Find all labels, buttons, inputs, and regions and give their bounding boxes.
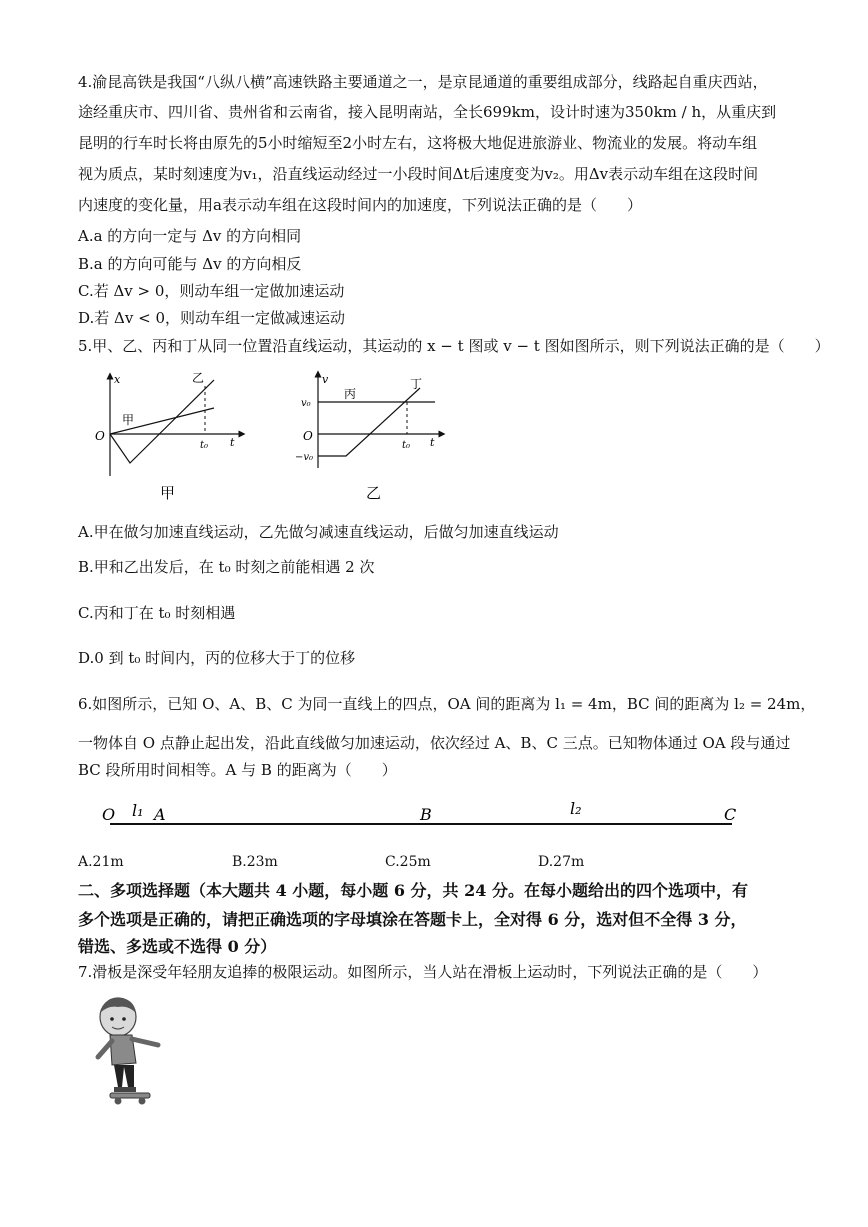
xt-origin: O xyxy=(95,429,105,443)
section2-line-3: 错选、多选或不选得 0 分） xyxy=(78,937,277,956)
vt-neg-v0-label: −v₀ xyxy=(295,452,314,463)
q5-option-d: D.0 到 t₀ 时间内，丙的位移大于丁的位移 xyxy=(78,649,356,667)
q4-line-1: 4.渝昆高铁是我国“八纵八横”高速铁路主要通道之一，是京昆通道的重要组成部分，线路起自重庆西站， xyxy=(78,73,768,91)
q4-line-2: 途经重庆市、四川省、贵州省和云南省，接入昆明南站，全长699km，设计时速为350km / h，从重庆到 xyxy=(78,103,777,121)
vt-v0-label: v₀ xyxy=(301,398,311,409)
vt-t0-label: t₀ xyxy=(402,440,411,451)
q5-option-b: B.甲和乙出发后，在 t₀ 时刻之前能相遇 2 次 xyxy=(78,558,375,576)
q5-figure-vt xyxy=(290,368,450,508)
q6-line-diagram xyxy=(92,790,752,840)
vt-x-label: t xyxy=(430,436,435,449)
q4-option-b: B.a 的方向可能与 Δv 的方向相反 xyxy=(78,255,302,273)
q4-line-3: 昆明的行车时长将由原先的5小时缩短至2小时左右，这将极大地促进旅游业、物流业的发展。将动车组 xyxy=(78,134,758,152)
vt-y-label: v xyxy=(322,373,329,386)
xt-y-label: x xyxy=(114,373,121,386)
point-a: A xyxy=(154,805,166,824)
point-b: B xyxy=(420,805,432,824)
xt-yi-label: 乙 xyxy=(192,371,205,385)
label-l2: l₂ xyxy=(570,799,582,818)
q5-option-a: A.甲在做匀加速直线运动，乙先做匀减速直线运动，后做匀加速直线运动 xyxy=(78,523,559,541)
q5-option-c: C.丙和丁在 t₀ 时刻相遇 xyxy=(78,604,236,622)
q6-option-d: D.27m xyxy=(538,854,585,870)
xt-caption: 甲 xyxy=(160,484,176,502)
xt-t0-label: t₀ xyxy=(200,440,209,451)
point-o: O xyxy=(102,805,116,824)
label-l1: l₁ xyxy=(132,801,144,820)
skateboarder-illustration xyxy=(88,995,178,1110)
section2-line-1: 二、多项选择题（本大题共 4 小题，每小题 6 分，共 24 分。在每小题给出的四个选项中，有 xyxy=(78,881,748,900)
vt-bing-label: 丙 xyxy=(344,387,357,401)
xt-x-label: t xyxy=(230,436,235,449)
q6-line-3: BC 段所用时间相等。A 与 B 的距离为（ ） xyxy=(78,761,397,779)
q4-line-4: 视为质点，某时刻速度为v₁，沿直线运动经过一小段时间Δt后速度变为v₂。用Δv表示动车组在这段时间 xyxy=(78,165,759,183)
vt-caption: 乙 xyxy=(366,484,382,502)
q5-stem: 5.甲、乙、丙和丁从同一位置沿直线运动，其运动的 x − t 图或 v − t 图如图所示，则下列说法正确的是（ ） xyxy=(78,337,830,355)
vt-origin: O xyxy=(303,429,313,443)
q6-option-b: B.23m xyxy=(232,854,278,870)
section2-line-2: 多个选项是正确的，请把正确选项的字母填涂在答题卡上，全对得 6 分，选对但不全得 3 分， xyxy=(78,910,747,929)
xt-jia-label: 甲 xyxy=(122,413,135,427)
q6-line-2: 一物体自 O 点静止起出发，沿此直线做匀加速运动，依次经过 A、B、C 三点。已知物体通过 OA 段与通过 xyxy=(78,734,791,752)
q4-option-d: D.若 Δv < 0，则动车组一定做减速运动 xyxy=(78,309,345,327)
q4-option-c: C.若 Δv > 0，则动车组一定做加速运动 xyxy=(78,282,345,300)
q6-option-c: C.25m xyxy=(385,854,431,870)
q6-option-a: A.21m xyxy=(78,854,124,870)
q4-option-a: A.a 的方向一定与 Δv 的方向相同 xyxy=(78,227,302,245)
q7-stem: 7.滑板是深受年轻朋友追捧的极限运动。如图所示，当人站在滑板上运动时，下列说法正确的是（ ） xyxy=(78,963,768,981)
point-c: C xyxy=(724,805,737,824)
vt-ding-label: 丁 xyxy=(410,377,423,391)
q6-line-1: 6.如图所示，已知 O、A、B、C 为同一直线上的四点，OA 间的距离为 l₁ = 4m，BC 间的距离为 l₂ = 24m， xyxy=(78,695,816,713)
q4-line-5: 内速度的变化量，用a表示动车组在这段时间内的加速度，下列说法正确的是（ ） xyxy=(78,196,642,214)
q5-figure-xt xyxy=(92,368,252,508)
